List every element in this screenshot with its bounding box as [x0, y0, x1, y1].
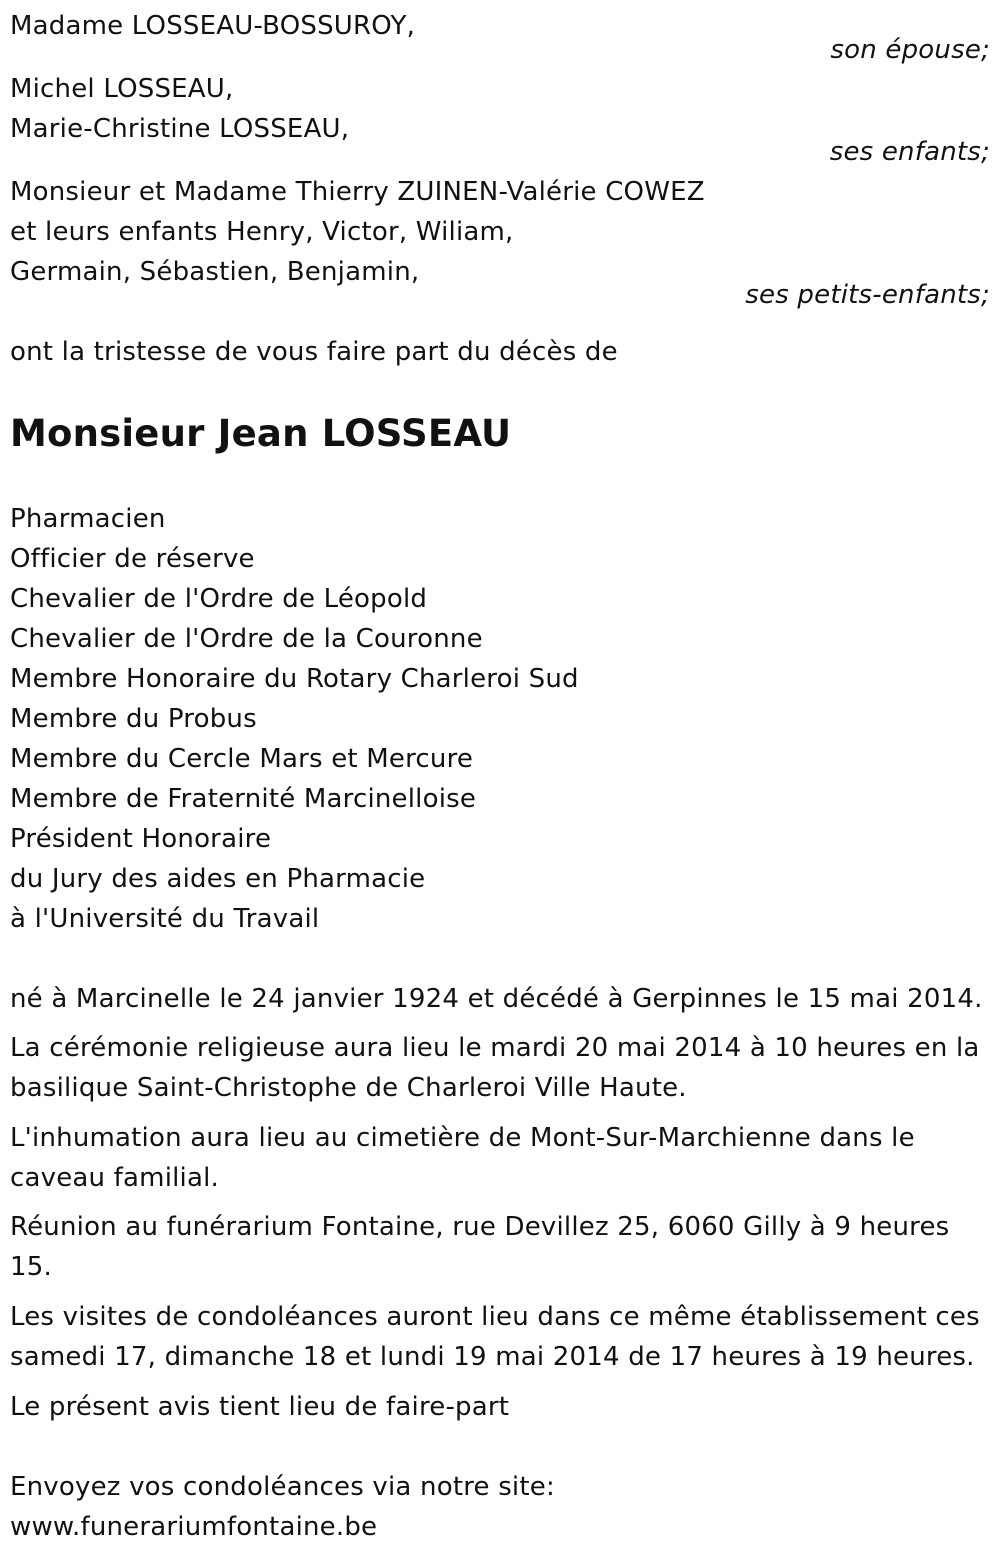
meeting-info: Réunion au funérarium Fontaine, rue Devillez 25, 6060 Gilly à 9 heures 15.: [10, 1212, 950, 1282]
title-line: Chevalier de l'Ordre de Léopold: [10, 584, 428, 614]
child-name: Marie-Christine LOSSEAU,: [10, 114, 350, 144]
children-role: ses enfants;: [829, 137, 990, 167]
title-line: Membre Honoraire du Rotary Charleroi Sud: [10, 664, 579, 694]
condolences-prompt: Envoyez vos condoléances via notre site:: [10, 1472, 555, 1502]
title-line: Pharmacien: [10, 504, 166, 534]
spouse-name: Madame LOSSEAU-BOSSUROY,: [10, 11, 416, 41]
grandchildren-line: Monsieur et Madame Thierry ZUINEN-Valérie COWEZ: [10, 177, 705, 207]
title-line: Membre du Probus: [10, 704, 257, 734]
title-line: Chevalier de l'Ordre de la Couronne: [10, 624, 483, 654]
burial-info: L'inhumation aura lieu au cimetière de Mont-Sur-Marchienne dans le caveau familial.: [10, 1123, 915, 1193]
title-line: Membre du Cercle Mars et Mercure: [10, 744, 474, 774]
announcement-text: ont la tristesse de vous faire part du décès de: [10, 337, 618, 367]
title-line: à l'Université du Travail: [10, 904, 320, 934]
child-name: Michel LOSSEAU,: [10, 74, 234, 104]
notice-statement: Le présent avis tient lieu de faire-part: [10, 1392, 510, 1422]
title-line: Officier de réserve: [10, 544, 255, 574]
grandchildren-role: ses petits-enfants;: [745, 280, 990, 310]
title-line: Membre de Fraternité Marcinelloise: [10, 784, 477, 814]
website-link[interactable]: www.funerariumfontaine.be: [10, 1512, 378, 1542]
title-line: du Jury des aides en Pharmacie: [10, 864, 426, 894]
deceased-name: Monsieur Jean LOSSEAU: [10, 412, 512, 455]
title-line: Président Honoraire: [10, 824, 272, 854]
grandchildren-line: Germain, Sébastien, Benjamin,: [10, 257, 420, 287]
grandchildren-line: et leurs enfants Henry, Victor, Wiliam,: [10, 217, 514, 247]
visits-info: Les visites de condoléances auront lieu dans ce même établissement ces samedi 17, dimanche 18 et lundi 19 mai 2014 de 17 heures à 19 heures.: [10, 1302, 980, 1372]
birth-death-dates: né à Marcinelle le 24 janvier 1924 et décédé à Gerpinnes le 15 mai 2014.: [10, 984, 983, 1014]
ceremony-info: La cérémonie religieuse aura lieu le mardi 20 mai 2014 à 10 heures en la basilique Saint-Christophe de Charleroi Ville Haute.: [10, 1033, 980, 1103]
spouse-role: son épouse;: [830, 35, 990, 65]
